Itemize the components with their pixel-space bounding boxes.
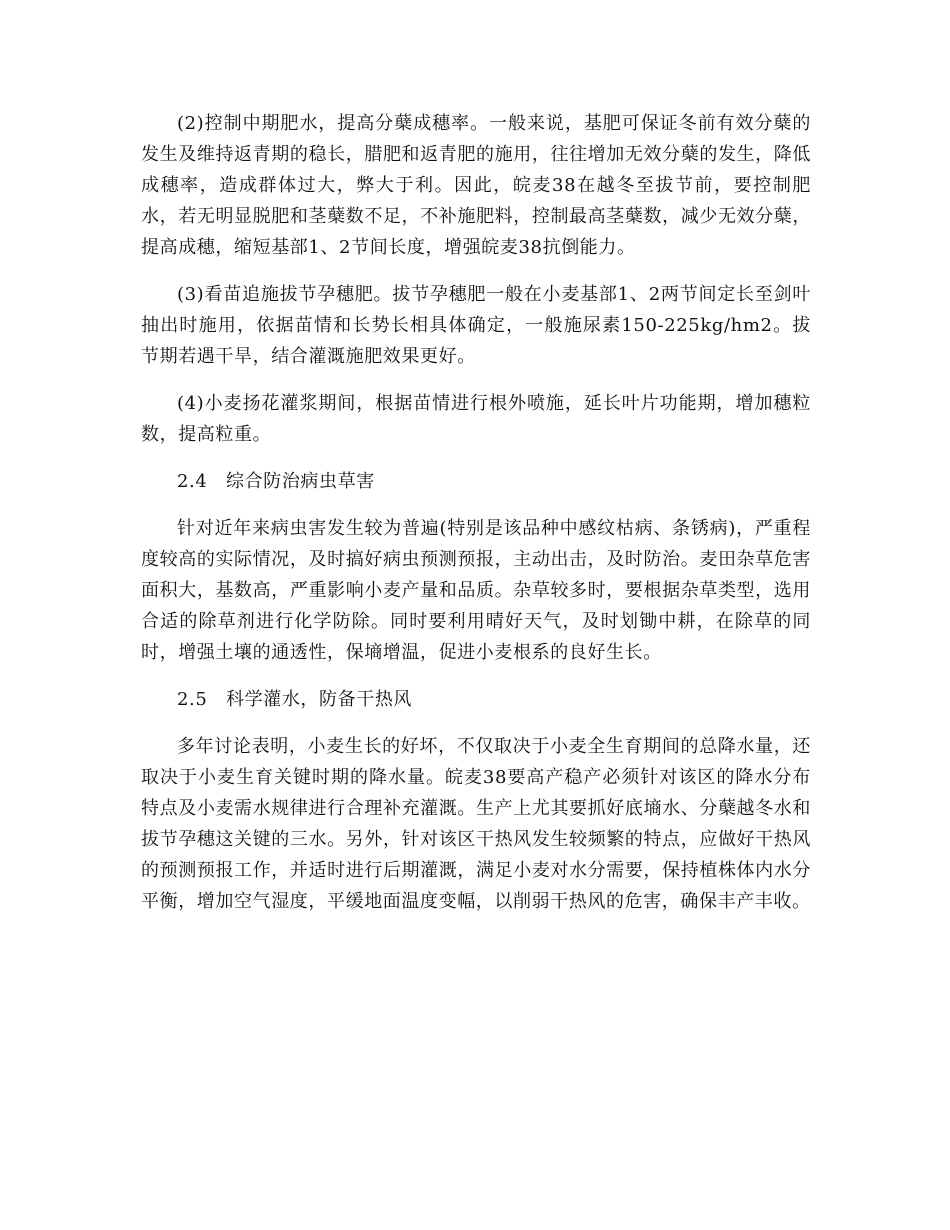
document-body <box>141 108 811 933</box>
paragraph-pest-control: 针对近年来病虫害发生较为普遍(特别是该品种中感纹枯病、条锈病)，严重程度较高的实际情况，及时搞好病虫预测预报，主动出击，及时防治。麦田杂草危害面积大，基数高，严重影响小麦产量和品质。杂草较多时，要根据杂草类型，选用合适的除草剂进行化学防除。同时要利用晴好天气，及时划锄中耕，在除草的同时，增强土壤的通透性，保墒增温，促进小麦根系的良好生长。 <box>141 518 811 663</box>
section-heading-2-4: 2.4 综合防治病虫草害 <box>177 471 375 492</box>
paragraph-flowering-spray: (4)小麦扬花灌浆期间，根据苗情进行根外喷施，延长叶片功能期，增加穗粒数，提高粒重。 <box>141 393 811 445</box>
paragraph-jointing-fertilizer: (3)看苗追施拔节孕穗肥。拔节孕穗肥一般在小麦基部1、2两节间定长至剑叶抽出时施用，依据苗情和长势长相具体确定，一般施尿素150-225kg/hm2。拔节期若遇干旱，结合灌溉施肥效果更好。 <box>141 284 811 367</box>
paragraph-mid-stage-fertilizer: (2)控制中期肥水，提高分蘖成穗率。一般来说，基肥可保证冬前有效分蘖的发生及维持返青期的稳长，腊肥和返青肥的施用，往往增加无效分蘖的发生，降低成穗率，造成群体过大，弊大于利。因此，皖麦38在越冬至拔节前，要控制肥水，若无明显脱肥和茎蘖数不足，不补施肥料，控制最高茎蘖数，减少无效分蘖，提高成穗，缩短基部1、2节间长度，增强皖麦38抗倒能力。 <box>141 113 811 258</box>
paragraph-irrigation: 多年讨论表明，小麦生长的好坏，不仅取决于小麦全生育期间的总降水量，还取决于小麦生育关键时期的降水量。皖麦38要高产稳产必须针对该区的降水分布特点及小麦需水规律进行合理补充灌溉。生产上尤其要抓好底墒水、分蘖越冬水和拔节孕穗这关键的三水。另外，针对该区干热风发生较频繁的特点，应做好干热风的预测预报工作，并适时进行后期灌溉，满足小麦对水分需要，保持植株体内水分平衡，增加空气湿度，平缓地面温度变幅，以削弱干热风的危害，确保丰产丰收。 <box>141 736 811 912</box>
section-heading-2-5: 2.5 科学灌水，防备干热风 <box>177 689 413 710</box>
